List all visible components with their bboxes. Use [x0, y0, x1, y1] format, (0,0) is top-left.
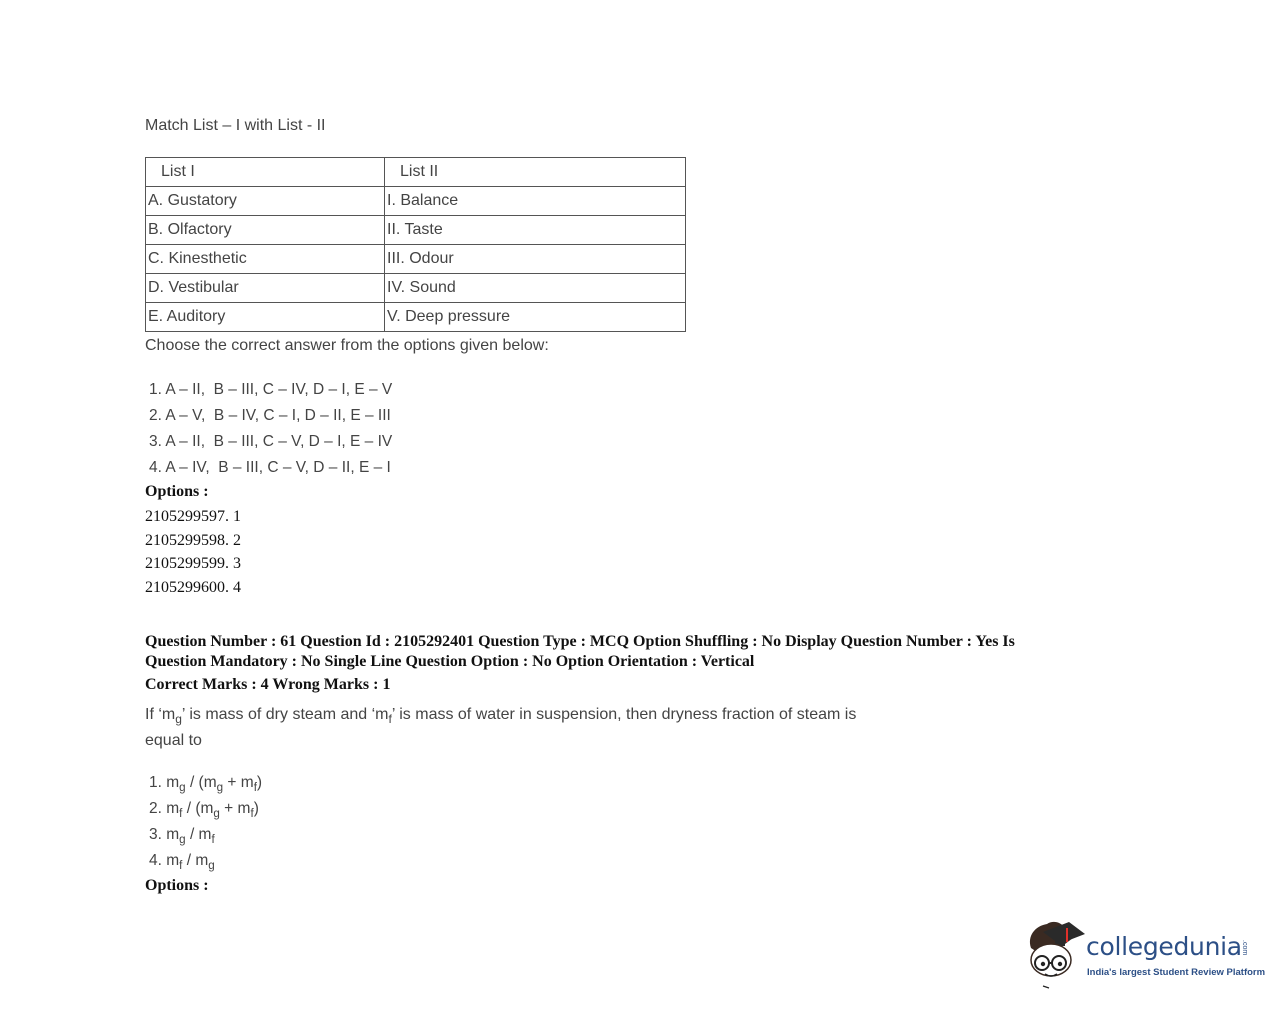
answer-choice: 3. $m_g / m_f$ [149, 826, 215, 847]
options-label: Options : [145, 877, 209, 894]
brand-tld: .com [1241, 940, 1248, 956]
table-cell: III. Odour [385, 245, 686, 274]
table-row [146, 274, 686, 303]
answer-choice: 3. A – II, B – III, C – V, D – I, E – IV [149, 433, 393, 450]
options-label: Options : [145, 483, 209, 500]
text-part: If ‘m [145, 706, 176, 723]
table-cell: II. Taste [385, 216, 686, 245]
subscript: f [388, 712, 392, 727]
instruction-text: Choose the correct answer from the options given below: [145, 337, 549, 354]
table-cell: V. Deep pressure [385, 303, 686, 332]
table-cell: I. Balance [385, 187, 686, 216]
table-header-row [146, 158, 686, 187]
table-row [146, 187, 686, 216]
option-id: 2105299597. 1 [145, 508, 241, 525]
table-cell: D. Vestibular [146, 274, 385, 303]
table-header-cell: List II [385, 158, 686, 187]
text-part: ’ is mass of water in suspension, then dryness fraction of steam is equal to [145, 706, 857, 749]
table-cell: IV. Sound [385, 274, 686, 303]
answer-choices [149, 770, 262, 874]
answer-choice: 4. A – IV, B – III, C – V, D – II, E – I [149, 459, 391, 476]
table-row [146, 216, 686, 245]
table-header-cell: List I [146, 158, 385, 187]
match-table [145, 157, 686, 332]
question-text [145, 702, 865, 754]
table-row [146, 303, 686, 332]
brand-name: collegedunia [1086, 932, 1242, 961]
table-row [146, 245, 686, 274]
answer-choices [149, 377, 392, 481]
option-id: 2105299600. 4 [145, 579, 241, 597]
subscript: g [175, 712, 182, 727]
option-id: 2105299598. 2 [145, 531, 241, 549]
answer-choice: 1. $m_g / (m_g + m_f)$ [149, 774, 263, 795]
question-prompt: Match List – I with List - II [145, 117, 326, 134]
table-cell: A. Gustatory [146, 187, 385, 216]
table-cell: E. Auditory [146, 303, 385, 332]
mascot-logo-icon [1025, 918, 1087, 990]
answer-choice: 1. A – II, B – III, C – IV, D – I, E – V [149, 381, 393, 398]
option-id-list [145, 505, 241, 600]
metadata-line: Question Number : 61 Question Id : 2105292401 Question Type : MCQ Option Shuffling : No Display Question Number : Yes Is [145, 633, 1015, 650]
metadata-line: Question Mandatory : No Single Line Question Option : No Option Orientation : Vertical [145, 652, 755, 670]
answer-choice: 4. $m_f / m_g$ [149, 852, 215, 873]
text-part: ’ is mass of dry steam and ‘m [181, 706, 389, 723]
answer-choice: 2. $m_f / (m_g + m_f)$ [149, 800, 259, 821]
answer-choice: 2. A – V, B – IV, C – I, D – II, E – III [149, 407, 391, 424]
marks-info: Correct Marks : 4 Wrong Marks : 1 [145, 676, 391, 693]
question-metadata [145, 632, 1125, 671]
table-cell: C. Kinesthetic [146, 245, 385, 274]
option-id: 2105299599. 3 [145, 555, 241, 573]
brand-tagline: India's largest Student Review Platform [1087, 967, 1266, 978]
table-cell: B. Olfactory [146, 216, 385, 245]
